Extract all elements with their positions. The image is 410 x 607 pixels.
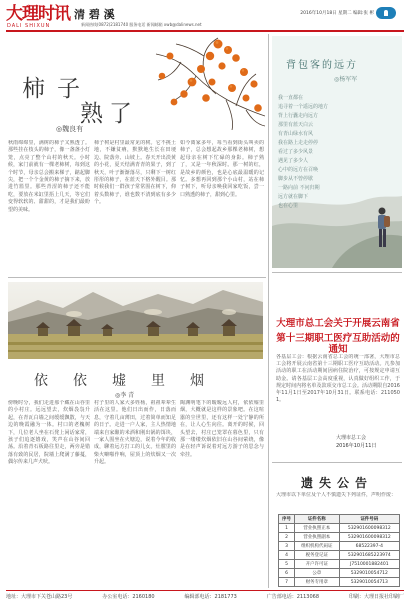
table-cell: 税务登记证 bbox=[295, 551, 340, 560]
table-row bbox=[279, 569, 400, 578]
table-cell: J7510001882401 bbox=[339, 560, 399, 569]
table-row bbox=[279, 524, 400, 533]
table-cell: 7 bbox=[279, 578, 295, 587]
table-cell: 营业执照正本 bbox=[295, 524, 340, 533]
table-cell: 3 bbox=[279, 542, 295, 551]
article-2-author: ◎李 青 bbox=[115, 392, 135, 399]
lost-notice-table bbox=[278, 514, 400, 587]
footer-divider bbox=[6, 590, 404, 591]
article-divider bbox=[8, 277, 266, 278]
poem-title: 背包客的远方 bbox=[286, 60, 358, 71]
lost-notice-intro: 大理市以下单位及个人不慎遗失下列证件，声明作废： bbox=[276, 492, 397, 498]
poem-line: 我在路上走走停停 bbox=[278, 140, 319, 146]
poem-line: 追寻着一个遥远的地方 bbox=[278, 104, 329, 110]
article-title-line-1: 柿子 bbox=[22, 76, 92, 102]
article-2-title: 依依墟里烟 bbox=[34, 373, 229, 389]
footer-address: 地址：大理市下关苍山路23号 bbox=[6, 594, 73, 600]
poem-card bbox=[272, 36, 402, 268]
table-row bbox=[279, 551, 400, 560]
table-cell: 5329010054713 bbox=[339, 578, 399, 587]
column-divider bbox=[268, 34, 269, 588]
poem-author: ◎杨军军 bbox=[334, 76, 358, 83]
column-header: 证件名称 bbox=[295, 515, 340, 524]
page-tag-icon bbox=[376, 7, 396, 19]
village-photo bbox=[8, 282, 263, 359]
table-cell: 532901685223974 bbox=[339, 551, 399, 560]
column-header: 证件号码 bbox=[339, 515, 399, 524]
table-cell: 6 bbox=[279, 569, 295, 578]
sidebar-divider bbox=[272, 272, 402, 273]
table-cell: 532901600098312 bbox=[339, 524, 399, 533]
table-cell: 2 bbox=[279, 533, 295, 542]
article-text-col-1: 秋雨绵绵里，满树的柿子又熟透了。那些挂在枝头的柿子，像一盏盏小灯笼，点亮了整个山村的秋天。小时候，家门前就有一棵老柿树，每到这个时节，母亲总会搬来梯子，踮起脚尖，把一个个金黄的柿子摘下来，放进竹篮里。那些青涩的柿子还不能吃，要放在米缸里捂上几天，等它们变得软软的、甜甜的，才是我们最盼望的美味。 bbox=[8, 140, 90, 213]
header-divider bbox=[6, 30, 404, 32]
article-title-line-2: 熟了 bbox=[80, 101, 138, 127]
poem-line: 心中的远方在召唤 bbox=[278, 167, 319, 173]
article-text-col-2: 柿子树是村里最常见的树。它不挑土地，不嫌贫瘠，默默地生长在田埂边、院落旁、山坡上。春天开出淡黄的小花，夏天结满青青的果子，到了秋天，叶子渐渐落尽，只剩下一树红彤彤的柿子，在蓝天下格外醒目。那时候我们一群孩子常常围在树下，仰着头数柿子，谁也数不清到底有多少个。 bbox=[94, 140, 176, 206]
table-row bbox=[279, 560, 400, 569]
backpacker-figure bbox=[370, 206, 394, 254]
poem-line: 那里有蓝天白云 bbox=[278, 122, 314, 128]
persimmon-photo bbox=[146, 36, 265, 130]
table-row bbox=[279, 578, 400, 587]
notice-signer: 大理市总工会 bbox=[336, 435, 367, 441]
poem-line: 一路向前 不问归期 bbox=[278, 185, 320, 191]
article-2-text-col-1: 傍晚时分，我们走进那个藏在山谷里的小村庄。远远望去，炊烟袅袅升起，在青瓦白墙之间缓缓飘散，与天边的晚霞融为一体。村口的老槐树下，几位老人坐在石凳上闲话家常，孩子们追逐嬉戏，笑声在山谷间回荡。沿着青石板路往里走，两旁是错落有致的民居，院墙上爬满了藤蔓，偶尔传来几声犬吠。 bbox=[8, 400, 90, 466]
poem-line: 我一直都在 bbox=[278, 95, 304, 101]
table-row bbox=[279, 542, 400, 551]
lost-notice-title: 遗失公告 bbox=[300, 476, 373, 490]
table-cell: 营业执照副本 bbox=[295, 533, 340, 542]
poem-line: 脚步从不曾停歇 bbox=[278, 176, 314, 182]
article-2-text-col-2: 村子里的人家大多姓杨，祖祖辈辈生活在这里。他们日出而作，日落而息，守着几亩薄田，过着简单而知足的日子。走进一户人家，主人热情地端来自家酿的米酒和刚出锅的饵块，一家人围坐在火塘边，说着今年的收成，聊着远方打工的儿女。灶膛里的柴火噼啪作响，屋顶上的炊烟又一次升起。 bbox=[94, 400, 176, 466]
poem-line: 远方就在脚下 bbox=[278, 194, 309, 200]
notice-title-line-2: 第十三期职工医疗互助活动的通知 bbox=[276, 333, 400, 355]
poem-line: 也在心里 bbox=[278, 203, 299, 209]
notice-title-line-1: 大理市总工会关于开展云南省 bbox=[276, 318, 400, 329]
table-cell: 组织机构代码证 bbox=[295, 542, 340, 551]
publication-info: 新闻热线(0872)2181740 服务电话 新闻邮箱 xwb@dalinews.net bbox=[81, 22, 202, 27]
poem-line: 有青山绿水有风 bbox=[278, 131, 314, 137]
table-cell: 532901600098312 bbox=[339, 533, 399, 542]
table-cell: 1 bbox=[279, 524, 295, 533]
poem-line: 遇见了多少人 bbox=[278, 158, 309, 164]
footer bbox=[6, 593, 404, 600]
table-cell: 5329010054712 bbox=[339, 569, 399, 578]
table-cell: 公章 bbox=[295, 569, 340, 578]
newspaper-logo: 大理时讯 bbox=[6, 4, 70, 24]
notice-body: 各基层工会：根据云南省总工会的统一部署，大理市总工会将开展云南省第十三期职工医疗互助活动。凡参加活动的职工在活动期间因病住院治疗，可按规定申请互助金。请各基层工会高度重视，认真做好组织工作，于规定时间内将名单及款项交市总工会。活动期限自2016年11月1日至2017年10月31日。联系电话：2110501。 bbox=[276, 354, 400, 404]
table-cell: 4 bbox=[279, 551, 295, 560]
article-author: ◎魏良有 bbox=[56, 125, 84, 133]
poem-line: 看过了多少风景 bbox=[278, 149, 314, 155]
footer-printer: 印刷：大理日报社印刷厂 bbox=[348, 594, 404, 600]
sidebar-divider bbox=[272, 462, 402, 463]
article-2-text-col-3: 陶渊明笔下的暧暧远人村，依依墟里烟，大概就是这样的景象吧。在这喧嚣的尘世里，还有这样一处宁静的所在，让人心生向往。离开的时候，回头望去，村庄已笼罩在暮色里，只有那一缕缕炊烟依旧在山谷间萦绕，像是在轻声诉说着对远方游子的思念与牵挂。 bbox=[180, 400, 264, 458]
footer-office-phone: 办公室电话：2160180 bbox=[102, 594, 155, 600]
issue-date: 2016年10月18日 星期二 编辑:张 彬 bbox=[300, 11, 374, 16]
poem-line: 背上行囊走向远方 bbox=[278, 113, 319, 119]
footer-editorial-phone: 编辑部电话：2181773 bbox=[184, 594, 237, 600]
notice-date: 2016年10月11日 bbox=[336, 443, 377, 449]
section-title: 清 碧 溪 bbox=[74, 8, 115, 21]
column-header: 序号 bbox=[279, 515, 295, 524]
table-cell: 财务专用章 bbox=[295, 578, 340, 587]
table-cell: 68522397-4 bbox=[339, 542, 399, 551]
masthead bbox=[6, 4, 404, 30]
footer-ads-phone: 广告部电话：2113068 bbox=[266, 594, 320, 600]
table-row bbox=[279, 533, 400, 542]
table-cell: 5 bbox=[279, 560, 295, 569]
article-text-col-3: 如今离家多年，每当看到街头叫卖的柿子，总会想起故乡那棵老柿树，想起母亲在树下忙碌的身影。柿子熟了，又是一年秋深时。那一树的红，是故乡的颜色，也是心底最温暖的记忆。多想再回到那个小山村，站在柿子树下，听母亲唤我回家吃饭，尝一口熟透的柿子，甜到心里。 bbox=[180, 140, 264, 198]
newspaper-logo-sub: DALI SHIXUN bbox=[7, 23, 51, 29]
table-cell: 开户许可证 bbox=[295, 560, 340, 569]
table-header-row bbox=[279, 515, 400, 524]
